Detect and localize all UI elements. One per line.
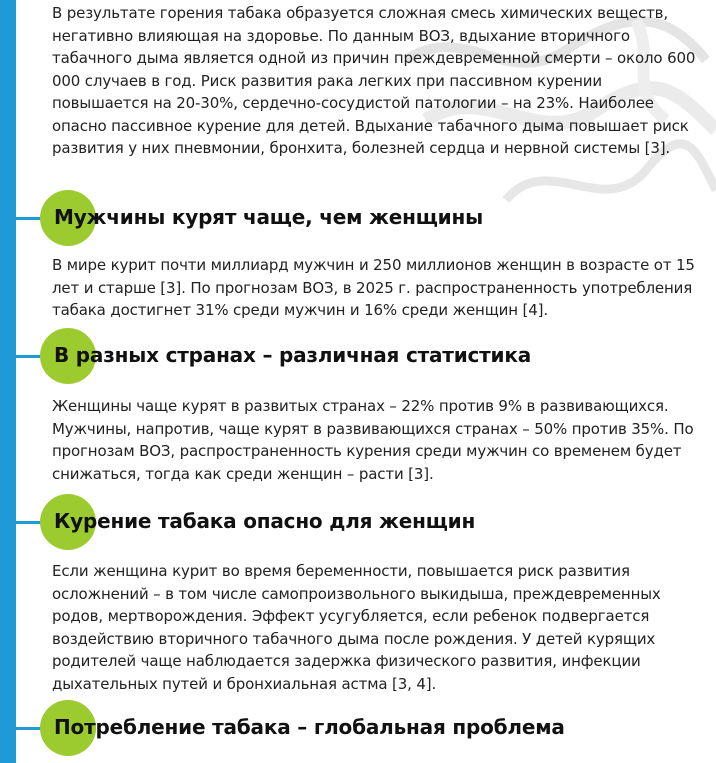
- section-title: Мужчины курят чаще, чем женщины: [54, 205, 483, 229]
- section-heading-men: [0, 190, 700, 246]
- section-title: Курение табака опасно для женщин: [54, 509, 476, 533]
- section-title: В разных странах – различная статистика: [54, 343, 532, 367]
- intro-paragraph: В результате горения табака образуется сложная смесь химических веществ, негативно влияющая на здоровье. По данным ВОЗ, вдыхание вторичного табачного дыма является одной из причин преждевременной смерти – около 600 000 случаев в год. Риск развития рака легких при пассивном курении повышается на 20-30%, сердечно-сосудистой патологии – на 23%. Наиболее опасно пассивное курение для детей. Вдыхание табачного дыма повышает риск развития у них пневмонии, бронхита, болезней сердца и нервной системы [3].: [52, 4, 696, 157]
- section-heading-countries: [0, 328, 700, 384]
- section-paragraph-women: Если женщина курит во время беременности, повышается риск развития осложнений – в том числе самопроизвольного выкидыша, преждевременных родов, мертворождения. Эффект усугубляется, если ребенок подвергается воздействию вторичного табачного дыма после рождения. У детей курящих родителей чаще наблюдается задержка физического развития, инфекции дыхательных путей и бронхиальная астма [3, 4].: [52, 562, 661, 693]
- section-heading-women: [0, 494, 700, 550]
- section-paragraph-countries: Женщины чаще курят в развитых странах – 22% против 9% в развивающихся. Мужчины, напротив, чаще курят в развивающихся странах – 50% против 35%. По прогнозам ВОЗ, распространенность курения среди мужчин со временем будет снижаться, тогда как среди женщин – расти [3].: [52, 397, 694, 483]
- section-title: Потребление табака – глобальная проблема: [54, 715, 565, 739]
- section-heading-global: [0, 700, 700, 756]
- section-paragraph-men: В мире курит почти миллиард мужчин и 250 миллионов женщин в возрасте от 15 лет и старше [3]. По прогнозам ВОЗ, в 2025 г. распространенность употребления табака достигнет 31% среди мужчин и 16% среди женщин [4].: [52, 256, 695, 319]
